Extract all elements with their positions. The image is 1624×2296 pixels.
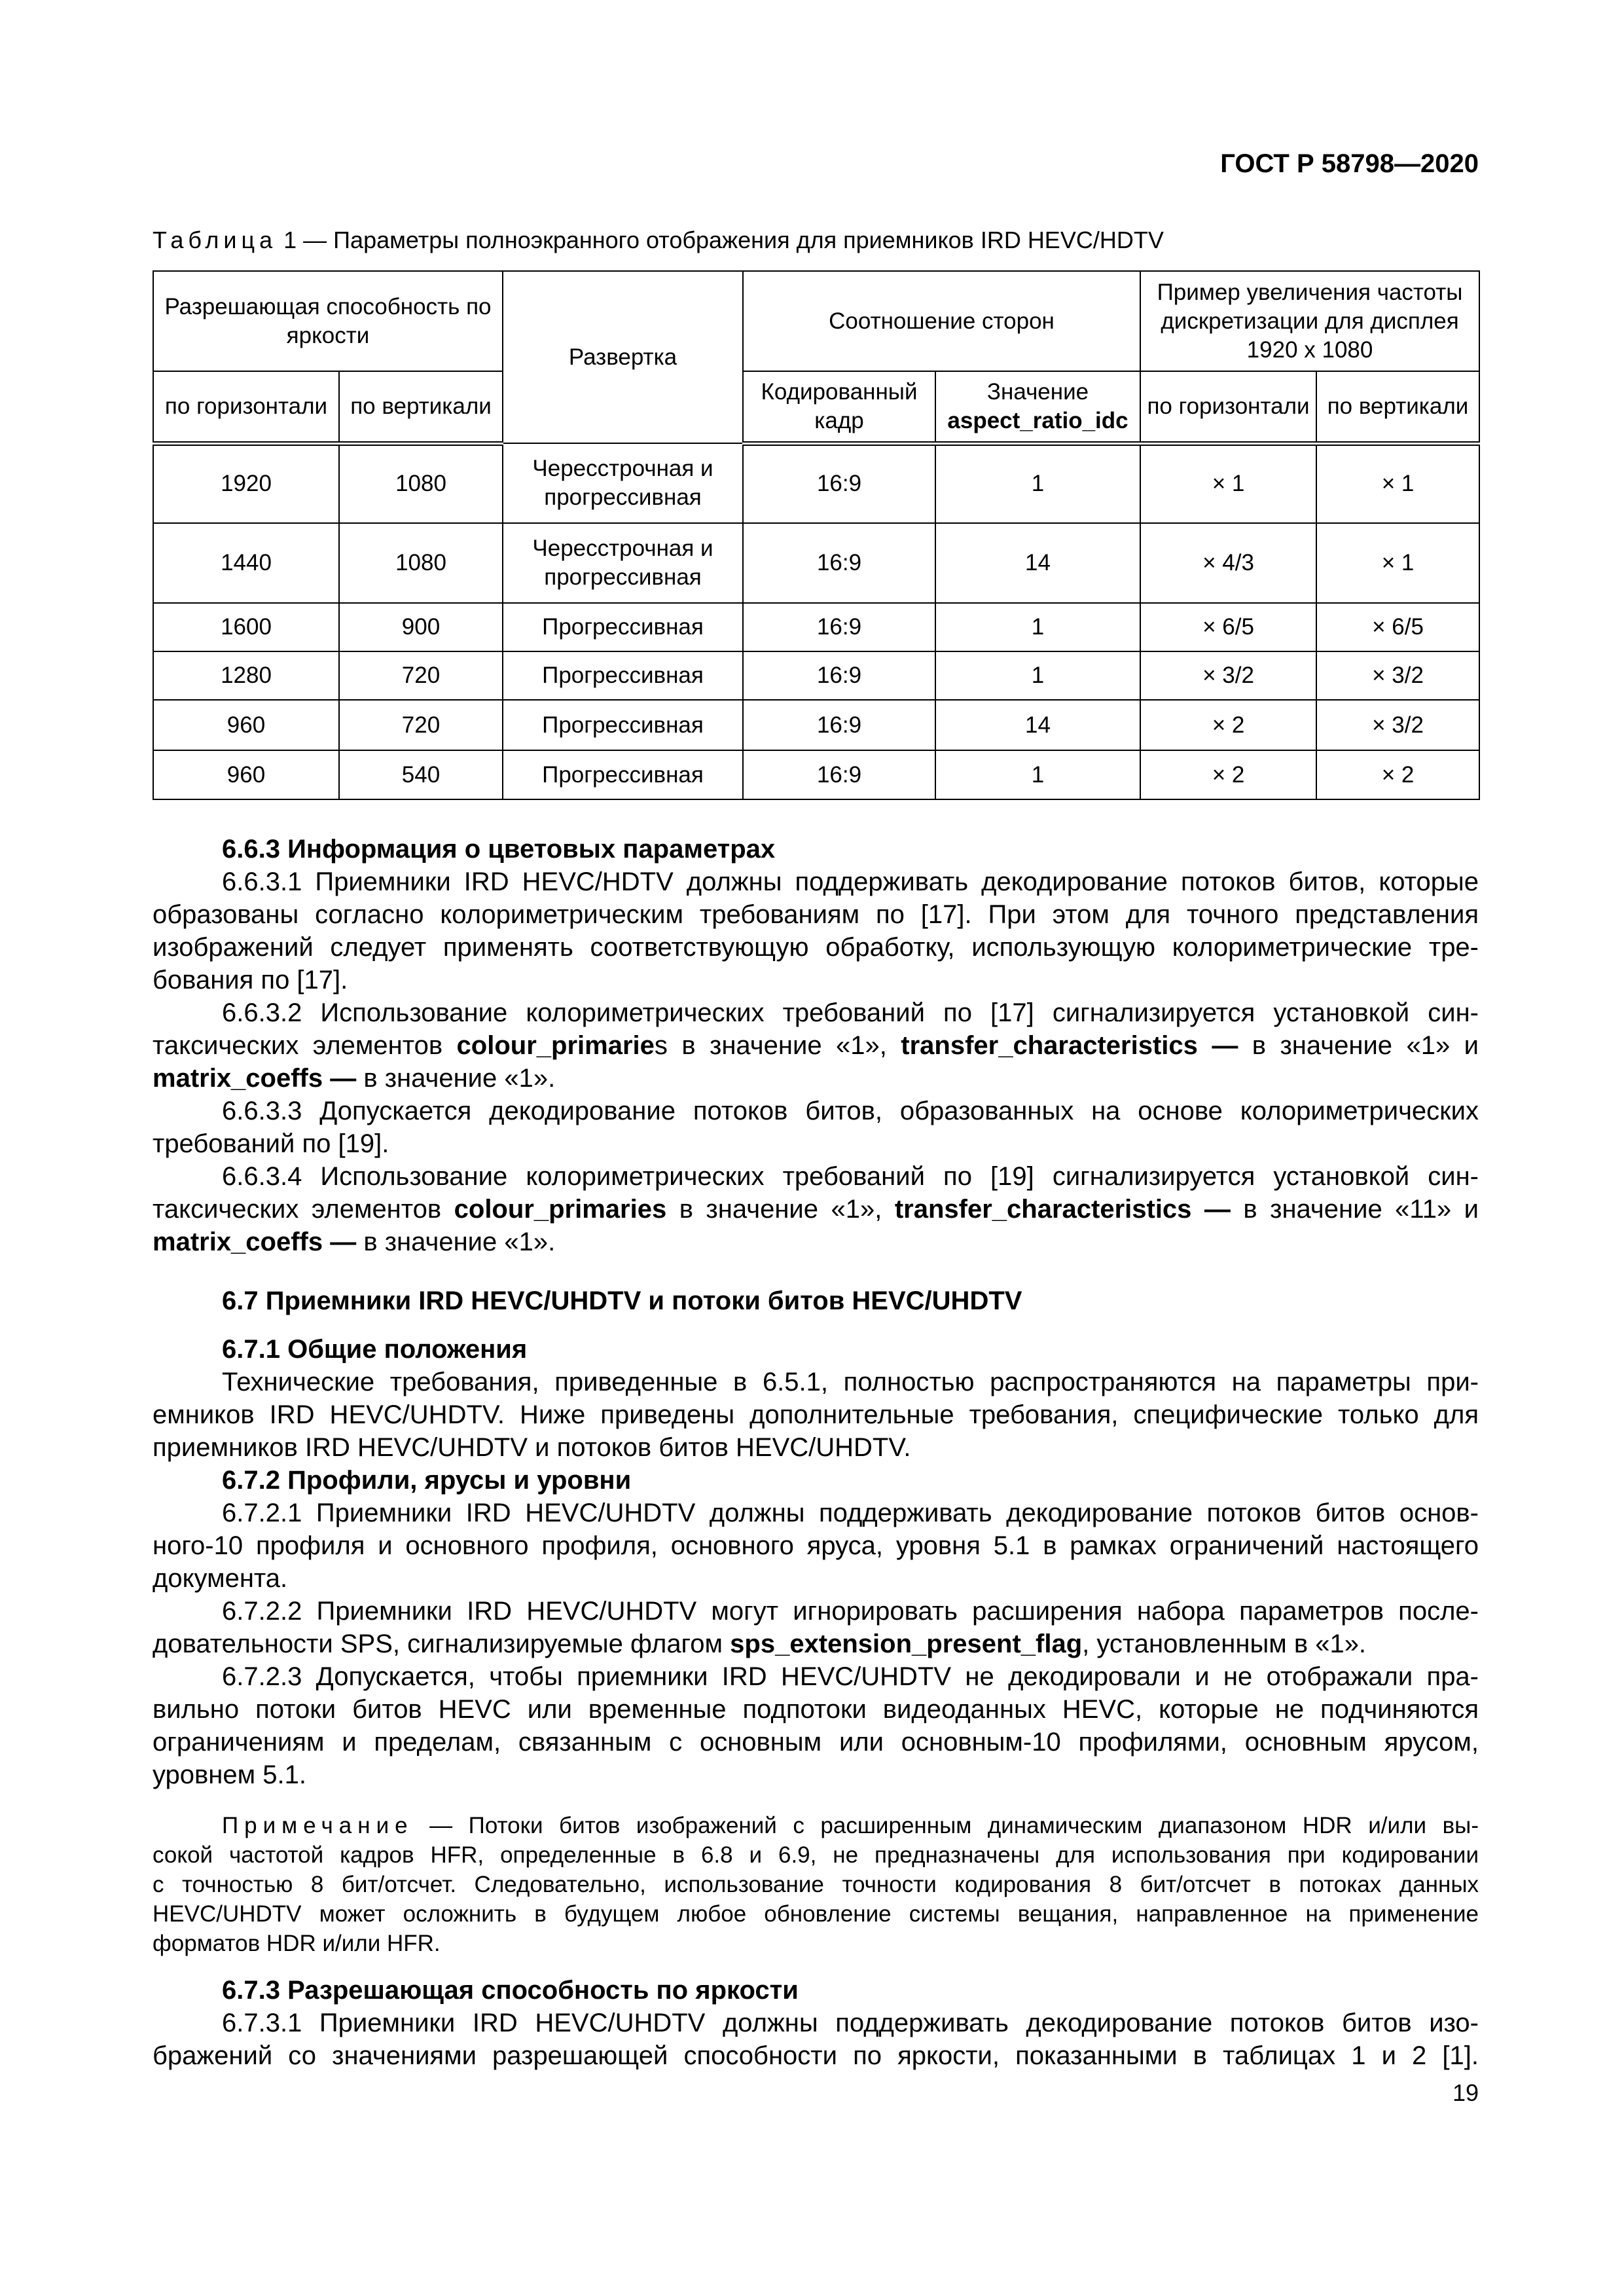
text-block	[153, 1974, 1479, 2072]
table-cell: × 2	[1140, 700, 1316, 750]
table-cell: 1920	[153, 443, 339, 523]
text-line	[153, 833, 1479, 866]
text-line	[153, 1127, 1479, 1160]
table-cell: × 2	[1140, 750, 1316, 799]
text-line	[153, 1333, 1479, 1366]
text-line	[153, 1660, 1479, 1693]
text: ного-10 профиля и основного профиля, основного яруса, уровня 5.1 в рамках ограничений настоящего	[153, 1531, 1479, 1560]
table-cell: × 3/2	[1316, 700, 1479, 750]
text: ограничениям и пределам, связанным с основным или основным-10 профилями, основным ярусом,	[153, 1728, 1479, 1757]
bold-text: matrix_coeffs —	[153, 1228, 357, 1256]
note	[153, 1811, 1479, 1958]
note-text: с точностью 8 бит/отсчет. Следовательно, использование точности кодирования 8 бит/отсчет в потоках данных	[153, 1872, 1479, 1897]
bold-text: transfer_characteristics —	[894, 1195, 1231, 1224]
table-cell: 1440	[153, 523, 339, 603]
note-line	[153, 1929, 1479, 1958]
note-line	[153, 1899, 1479, 1929]
table-cell: 16:9	[743, 443, 935, 523]
text: образованы согласно колориметрическим требованиям по [17]. При этом для точного представления	[153, 900, 1479, 929]
text-line	[153, 1758, 1479, 1791]
table-cell: 1080	[339, 523, 503, 603]
text: s в значение «1»,	[654, 1031, 901, 1060]
table-cell: × 2	[1316, 750, 1479, 799]
text: емников IRD HEVC/UHDTV. Ниже приведены дополнительные требования, специфические только для	[153, 1400, 1479, 1429]
table-row	[153, 651, 1479, 700]
note-text: сокой частотой кадров HFR, определенные в 6.8 и 6.9, не предназначены для использования при кодировании	[153, 1842, 1479, 1868]
table-cell: 960	[153, 750, 339, 799]
bold-text: 6.6.3 Информация о цветовых параметрах	[222, 835, 776, 864]
table-cell: 1	[935, 651, 1140, 700]
text: таксических элементов	[153, 1031, 457, 1060]
bold-text: colour_primaries	[454, 1195, 667, 1224]
text-line	[153, 1595, 1479, 1628]
table-cell: 1280	[153, 651, 339, 700]
header-value-label: Значение	[986, 378, 1089, 405]
text: таксических элементов	[153, 1195, 454, 1224]
text-line	[153, 996, 1479, 1029]
table-cell: Прогрессивная	[503, 750, 743, 799]
bold-text: 6.7 Приемники IRD HEVC/UHDTV и потоки битов HEVC/UHDTV	[222, 1286, 1022, 1315]
page-number: 19	[1452, 2079, 1479, 2106]
text: в значение «1» и	[1238, 1031, 1479, 1060]
text-line	[153, 1693, 1479, 1726]
table-cell: 16:9	[743, 651, 935, 700]
text: 6.7.2.2 Приемники IRD HEVC/UHDTV могут игнорировать расширения набора параметров после-	[222, 1597, 1479, 1626]
text-line	[153, 1193, 1479, 1226]
text: 6.6.3.1 Приемники IRD HEVC/HDTV должны поддерживать декодирование потоков битов, которые	[222, 867, 1479, 896]
note-text: — Потоки битов изображений с расширенным динамическим диапазоном HDR и/или вы-	[413, 1813, 1479, 1838]
table-cell: 1	[935, 443, 1140, 523]
table-cell: × 6/5	[1140, 603, 1316, 651]
text-line	[153, 1464, 1479, 1497]
table-cell: 1	[935, 750, 1140, 799]
text-line	[153, 1628, 1479, 1660]
text: в значение «1».	[356, 1228, 556, 1256]
text: 6.6.3.2 Использование колориметрических требований по [17] сигнализируется установкой син-	[222, 998, 1479, 1027]
table-cell: 540	[339, 750, 503, 799]
caption-label: Таблица	[153, 227, 278, 253]
text-line	[153, 1062, 1479, 1095]
table-row	[153, 603, 1479, 651]
table-cell: 1600	[153, 603, 339, 651]
bold-text: colour_primarie	[456, 1031, 655, 1060]
table-cell: 14	[935, 700, 1140, 750]
text-line	[153, 1366, 1479, 1398]
table-cell: 16:9	[743, 603, 935, 651]
note-line	[153, 1811, 1479, 1840]
header-value-field: aspect_ratio_idc	[947, 407, 1128, 433]
text-line	[153, 2007, 1479, 2039]
table-cell: Прогрессивная	[503, 603, 743, 651]
table-cell: 14	[935, 523, 1140, 603]
table-cell: × 3/2	[1140, 651, 1316, 700]
header-up-horizontal: по горизонтали	[1140, 371, 1316, 443]
text-line	[153, 1726, 1479, 1758]
text-line	[153, 931, 1479, 964]
text: бования по [17].	[153, 966, 348, 994]
text-line	[153, 1497, 1479, 1529]
text: документа.	[153, 1564, 288, 1593]
text-line	[153, 1226, 1479, 1258]
text: требований по [19].	[153, 1129, 389, 1158]
table-cell: × 4/3	[1140, 523, 1316, 603]
bold-text: 6.7.1 Общие положения	[222, 1335, 528, 1364]
header-vertical: по вертикали	[339, 371, 503, 443]
text: в значение «1».	[356, 1064, 556, 1093]
table-cell: 16:9	[743, 700, 935, 750]
header-up-vertical: по вертикали	[1316, 371, 1479, 443]
table-row	[153, 700, 1479, 750]
header-upsample: Пример увеличения частоты дискретизации для дисплея 1920 x 1080	[1140, 271, 1479, 371]
text: довательности SPS, сигнализируемые флагом	[153, 1630, 731, 1658]
table-cell: Прогрессивная	[503, 651, 743, 700]
text: приемников IRD HEVC/UHDTV и потоков битов HEVC/UHDTV.	[153, 1433, 911, 1462]
table-row	[153, 443, 1479, 523]
text: изображений следует применять соответствующую обработку, использующую колориметрические тре-	[153, 933, 1479, 962]
text: уровнем 5.1.	[153, 1760, 306, 1789]
table-cell: Прогрессивная	[503, 700, 743, 750]
header-value	[935, 371, 1140, 443]
table-subheader-row	[153, 371, 1479, 443]
text: 6.6.3.4 Использование колориметрических требований по [19] сигнализируется установкой син-	[222, 1162, 1479, 1191]
table-cell: 1080	[339, 443, 503, 523]
note-line	[153, 1870, 1479, 1899]
note-text: форматов HDR и/или HFR.	[153, 1931, 441, 1956]
table-header-row	[153, 271, 1479, 371]
text-block	[153, 1285, 1479, 1317]
text-line	[153, 898, 1479, 931]
header-scan: Развертка	[503, 271, 743, 443]
table-row	[153, 750, 1479, 799]
bold-text: 6.7.3 Разрешающая способность по яркости	[222, 1976, 799, 2005]
header-resolution: Разрешающая способность по яркости	[153, 271, 503, 371]
text-line	[153, 1285, 1479, 1317]
text-line	[153, 1398, 1479, 1431]
table-cell: × 1	[1316, 523, 1479, 603]
text: Технические требования, приведенные в 6.5.1, полностью распространяются на параметры при-	[222, 1368, 1479, 1396]
table-cell: 1	[935, 603, 1140, 651]
note-line	[153, 1840, 1479, 1870]
text-line	[153, 1095, 1479, 1127]
document-code: ГОСТ Р 58798—2020	[1220, 149, 1479, 178]
table-cell: Чересстрочная и прогрессивная	[503, 443, 743, 523]
header-horizontal: по горизонтали	[153, 371, 339, 443]
text: в значение «1»,	[666, 1195, 895, 1224]
table-row	[153, 523, 1479, 603]
text-line	[153, 2039, 1479, 2072]
text: 6.7.3.1 Приемники IRD HEVC/UHDTV должны поддерживать декодирование потоков битов изо-	[222, 2009, 1479, 2037]
header-aspect: Соотношение сторон	[743, 271, 1140, 371]
bold-text: 6.7.2 Профили, ярусы и уровни	[222, 1466, 632, 1495]
table-cell: 16:9	[743, 750, 935, 799]
text: вильно потоки битов HEVC или временные подпотоки видеоданных HEVC, которые не подчиняются	[153, 1695, 1479, 1724]
text: бражений со значениями разрешающей способности по яркости, показанными в таблицах 1 и 2 [1].	[153, 2041, 1479, 2070]
table-cell: 720	[339, 700, 503, 750]
text: 6.6.3.3 Допускается декодирование потоков битов, образованных на основе колориметрических	[222, 1097, 1479, 1125]
text-line	[153, 1562, 1479, 1595]
text: 6.7.2.3 Допускается, чтобы приемники IRD HEVC/UHDTV не декодировали и не отображали пра-	[222, 1662, 1479, 1691]
bold-text: sps_extension_present_flag	[730, 1630, 1083, 1658]
text: в значение «11» и	[1230, 1195, 1479, 1224]
table-cell: × 1	[1316, 443, 1479, 523]
note-text: HEVC/UHDTV может осложнить в будущем любое обновление системы вещания, направленное на применение	[153, 1901, 1479, 1927]
text-line	[153, 866, 1479, 898]
caption-text: 1 — Параметры полноэкранного отображения для приемников IRD HEVC/HDTV	[277, 227, 1164, 253]
text-line	[153, 1160, 1479, 1193]
text: , установленным в «1».	[1082, 1630, 1367, 1658]
text-line	[153, 1974, 1479, 2007]
text-line	[153, 1431, 1479, 1464]
text-line	[153, 964, 1479, 996]
table-cell: 960	[153, 700, 339, 750]
table-cell: 900	[339, 603, 503, 651]
header-coded-frame: Кодированный кадр	[743, 371, 935, 443]
text-line	[153, 1529, 1479, 1562]
bold-text: matrix_coeffs —	[153, 1064, 357, 1093]
table-cell: 16:9	[743, 523, 935, 603]
table-cell: × 1	[1140, 443, 1316, 523]
parameters-table	[153, 270, 1480, 800]
text-block	[153, 833, 1479, 1258]
table-caption	[153, 227, 1164, 254]
text-block	[153, 1333, 1479, 1791]
bold-text: transfer_characteristics —	[901, 1031, 1238, 1060]
text: 6.7.2.1 Приемники IRD HEVC/UHDTV должны поддерживать декодирование потоков битов основ-	[222, 1499, 1479, 1527]
table-cell: Чересстрочная и прогрессивная	[503, 523, 743, 603]
note-label: Примечание	[222, 1813, 414, 1838]
text-line	[153, 1029, 1479, 1062]
table-cell: × 3/2	[1316, 651, 1479, 700]
table-cell: × 6/5	[1316, 603, 1479, 651]
table-cell: 720	[339, 651, 503, 700]
